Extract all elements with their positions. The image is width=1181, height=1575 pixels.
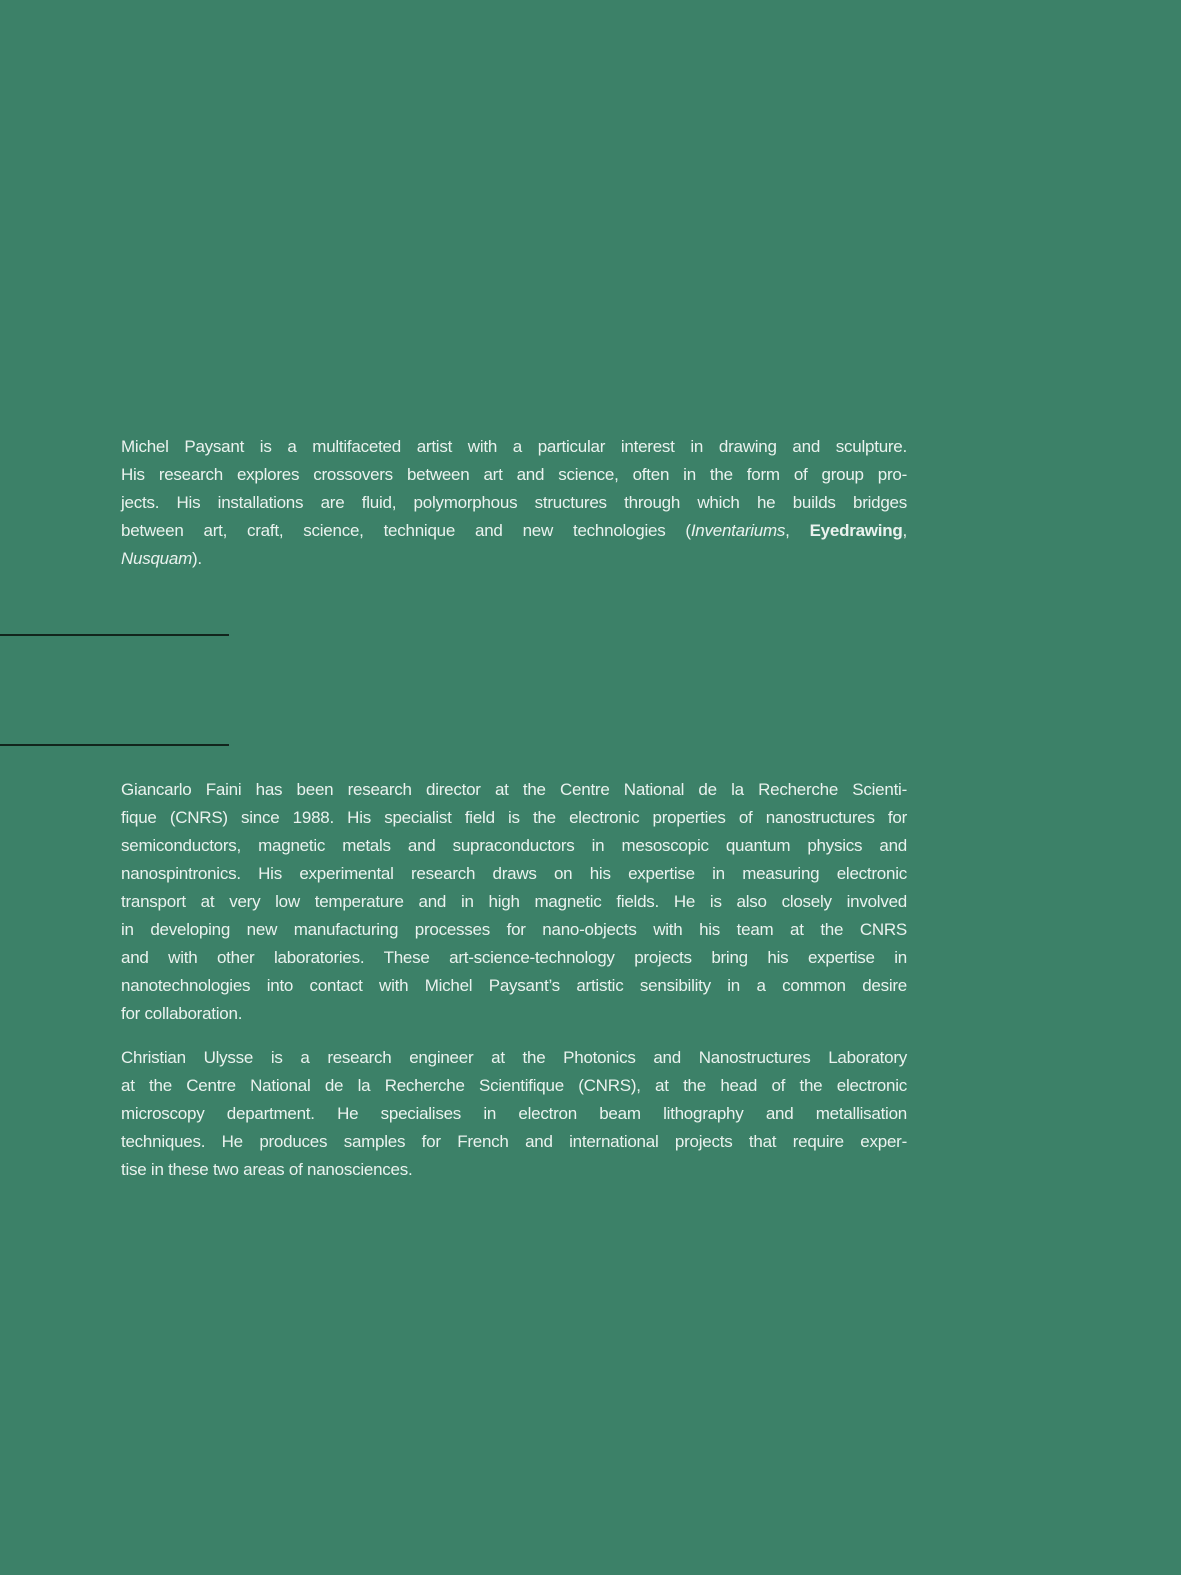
- text-line: Nusquam).: [121, 549, 202, 568]
- ulysse-bio-paragraph: [121, 1044, 907, 1184]
- text-line: Giancarlo Faini has been research director at the Centre National de la Recherche Scienti-: [121, 780, 907, 799]
- text-line: microscopy department. He specialises in electron beam lithography and metallisation: [121, 1104, 907, 1123]
- faini-bio-paragraph: [121, 776, 907, 1028]
- artist-bio-paragraph: [121, 433, 907, 573]
- text-line: for collaboration.: [121, 1004, 243, 1023]
- text-line: tise in these two areas of nanosciences.: [121, 1160, 413, 1179]
- text-line: His research explores crossovers between art and science, often in the form of group pro-: [121, 465, 907, 484]
- text-line: at the Centre National de la Recherche Scientifique (CNRS), at the head of the electronic: [121, 1076, 907, 1095]
- text-line: transport at very low temperature and in high magnetic fields. He is also closely involved: [121, 892, 907, 911]
- text-line: semiconductors, magnetic metals and supraconductors in mesoscopic quantum physics and: [121, 836, 907, 855]
- text-line: fique (CNRS) since 1988. His specialist field is the electronic properties of nanostructures for: [121, 808, 907, 827]
- text-line: and with other laboratories. These art-science-technology projects bring his expertise in: [121, 948, 907, 967]
- text-line: techniques. He produces samples for French and international projects that require exper-: [121, 1132, 907, 1151]
- text-line: Christian Ulysse is a research engineer at the Photonics and Nanostructures Laboratory: [121, 1048, 907, 1067]
- text-line: in developing new manufacturing processes for nano-objects with his team at the CNRS: [121, 920, 907, 939]
- text-line: jects. His installations are fluid, polymorphous structures through which he builds bridges: [121, 493, 907, 512]
- text-line: nanospintronics. His experimental research draws on his expertise in measuring electronic: [121, 864, 907, 883]
- separator-rule-top: [0, 634, 229, 636]
- text-line: nanotechnologies into contact with Michel Paysant’s artistic sensibility in a common desire: [121, 976, 907, 995]
- separator-rule-bottom: [0, 744, 229, 746]
- text-line: between art, craft, science, technique and new technologies (Inventariums, Eyedrawing,: [121, 521, 907, 540]
- text-line: Michel Paysant is a multifaceted artist with a particular interest in drawing and sculpture.: [121, 437, 907, 456]
